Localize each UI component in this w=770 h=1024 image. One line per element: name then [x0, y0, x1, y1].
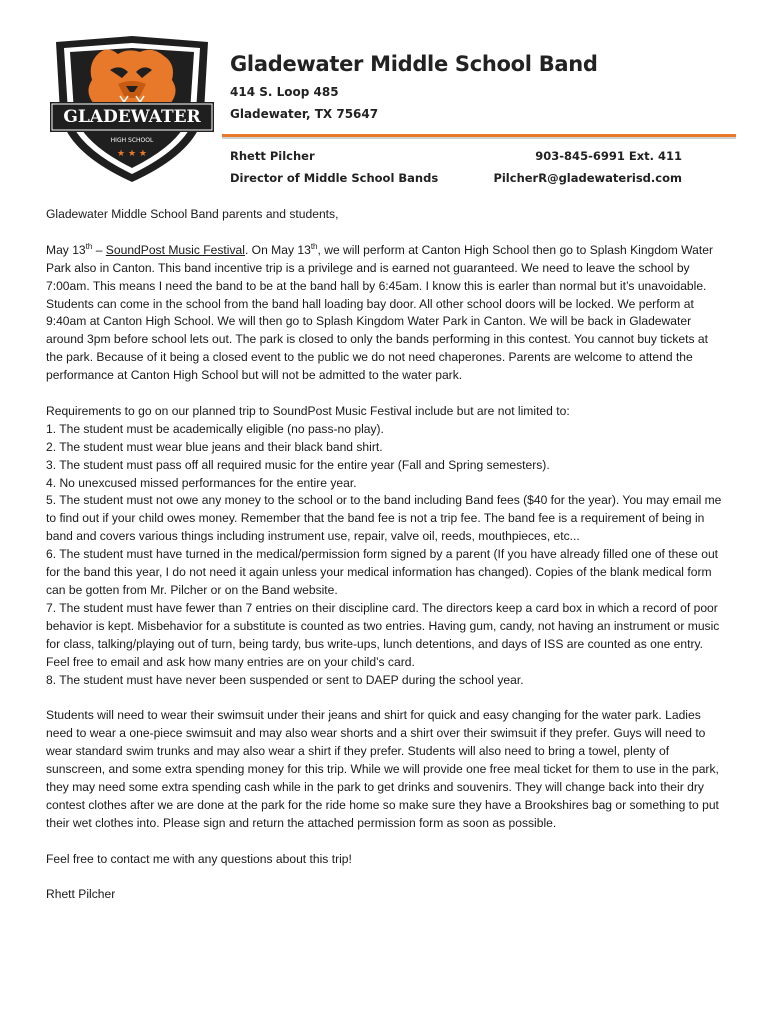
event-dash: –	[92, 242, 106, 257]
logo-wordmark: GLADEWATER	[63, 107, 201, 127]
swim-paragraph: Students will need to wear their swimsuit under their jeans and shirt for quick and easy changing for the water park. Ladies need to wear a one-piece swimsuit and may also wear shorts and a shirt over their swimsuit if they prefer. Guys will need to wear standard swim trunks and may also wear a shirt if they prefer. Students will also need to bring a towel, plenty of sunscreen, and some extra spending money for this trip. While we will provide one free meal ticket for them to use in the park, they may need some extra spending cash while in the park to get drinks and souvenirs. They will change back into their dry contest clothes after we are done at the park for the ride home so make sure they have a Brookshires bag or something to put their wet clothes into. Please sign and return the attached permission form as soon as possible.	[46, 708, 719, 830]
org-name: Gladewater Middle School Band	[230, 52, 598, 76]
logo-subtext: HIGH SCHOOL	[110, 137, 154, 144]
requirement-item: 5. The student must not owe any money to the school or to the band including Band fees ($40 for the year). You may email me to find out if your child owes money. Remember that the band fee is not a trip fee. The band fee is a requirement of being in band and covers various things including instrument use, repair, valve oil, reeds, mouthpieces, etc...	[46, 493, 722, 544]
requirement-item: 1. The student must be academically eligible (no pass-no play).	[46, 421, 384, 436]
gladewater-bear-logo	[48, 34, 216, 184]
requirements-intro: Requirements to go on our planned trip to SoundPost Music Festival include but are not limited to:	[46, 403, 570, 418]
signature: Rhett Pilcher	[46, 887, 116, 902]
event-paragraph	[46, 242, 722, 385]
event-name: SoundPost Music Festival	[105, 242, 245, 257]
event-text-b: , we will perform at Canton High School then go to Splash Kingdom Water Park also in Canton. This band incentive trip is a privilege and is earned not guaranteed. We need to leave the school by 7:00am. This means I need the band to be at the band hall by 6:45am. I know this is earler than normal but it’s unavoidable. Students can come in the school from the band hall loading bay door. All other school doors will be locked. We perform at 9:40am at Canton High School. We will then go to Splash Kingdom Water Park in Canton. We will be back in Gladewater around 3pm before school lets out. The park is closed to only the bands performing in this contest. You cannot buy tickets at the park. Because of it being a closed event to the public we do not need chaperones. Parents are welcome to attend the performance at Canton High School but will not be admitted to the water park.	[46, 242, 713, 383]
contact-name: Rhett Pilcher	[230, 149, 315, 163]
greeting: Gladewater Middle School Band parents and students,	[46, 207, 339, 221]
event-date: May 13	[46, 242, 86, 257]
requirement-item: 6. The student must have turned in the medical/permission form signed by a parent (If you have already filled one of these out for the band this year, I do not need it again unless your medical information has changed). Copies of the blank medical form can be gotten from Mr. Pilcher or on the Band website.	[46, 547, 719, 597]
requirement-item: 2. The student must wear blue jeans and their black band shirt.	[46, 439, 383, 454]
letter-body	[46, 206, 722, 904]
requirement-item: 7. The student must have fewer than 7 entries on their discipline card. The directors keep a card box in which a record of poor behavior is kept. Misbehavior for a substitute is counted as two entries. Having gum, candy, not having an instrument or music for class, talking/playing out of turn, being tardy, bus write-ups, lunch detentions, and days of ISS are counted as one entry. Feel free to email and ask how many entries are on your child’s card.	[46, 600, 720, 669]
closing: Feel free to contact me with any questions about this trip!	[46, 851, 352, 866]
contact-title: Director of Middle School Bands	[230, 171, 439, 185]
event-date-suffix: th	[85, 241, 93, 251]
requirement-item: 4. No unexcused missed performances for the entire year.	[46, 475, 357, 490]
logo-stars: ★ ★ ★	[117, 149, 147, 159]
event-text-a: . On May 13	[244, 242, 311, 257]
address-line-2: Gladewater, TX 75647	[230, 107, 379, 121]
contact-phone: 903-845-6991 Ext. 411	[535, 149, 682, 163]
contact-email: PilcherR@gladewaterisd.com	[493, 171, 682, 185]
header-divider-shadow	[222, 137, 736, 139]
event-text-a-sup: th	[310, 241, 318, 251]
requirement-item: 3. The student must pass off all required music for the entire year (Fall and Spring semesters).	[46, 457, 550, 472]
address-line-1: 414 S. Loop 485	[230, 85, 339, 99]
requirement-item: 8. The student must have never been suspended or sent to DAEP during the school year.	[46, 672, 524, 687]
